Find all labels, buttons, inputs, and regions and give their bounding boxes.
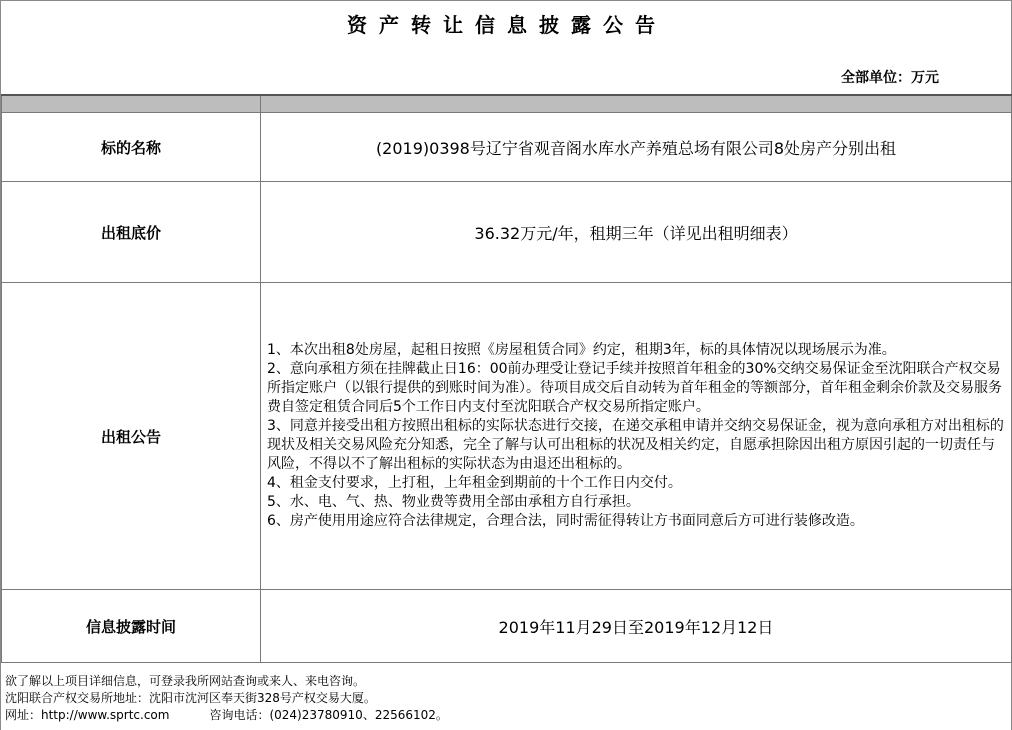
notice-item-6: 6、房产使用用途应符合法律规定，合理合法，同时需征得转让方书面同意后方可进行装修改造。 [267,513,864,529]
rent-notice-content [261,283,1012,590]
table-row-subject-name [2,113,1012,182]
info-table [1,94,1012,663]
footer-line-inquiry: 欲了解以上项目详细信息，可登录我所网站查询或来人、来电咨询。 [5,674,366,688]
footer-website-link[interactable]: 网址：http://www.sprtc.com [5,708,170,722]
header-cell-right [261,95,1012,113]
rent-price-value: 36.32万元/年，租期三年（详见出租明细表） [261,182,1012,283]
notice-item-4: 4、租金支付要求，上打租，上年租金到期前的十个工作日内交付。 [267,475,682,491]
unit-label: 全部单位：万元 [841,70,939,86]
header-cell-left [2,95,261,113]
rent-price-label: 出租底价 [2,182,261,283]
subject-name-value: (2019)0398号辽宁省观音阁水库水产养殖总场有限公司8处房产分别出租 [261,113,1012,182]
footer-line-contact [5,707,448,724]
footer-phone: 咨询电话：(024)23780910、22566102。 [209,708,448,722]
footer-line-address: 沈阳联合产权交易所地址：沈阳市沈河区奉天街328号产权交易大厦。 [5,691,376,705]
table-row-disclosure-time [2,590,1012,663]
table-header-row [2,95,1012,113]
notice-item-2: 2、意向承租方须在挂牌截止日16：00前办理受让登记手续并按照首年租金的30%交纳交易保证金至沈阳联合产权交易所指定账户（以银行提供的到账时间为准）。待项目成交后自动转为首年租金的等额部分，首年租金剩余价款及交易服务费自签定租赁合同后5个工作日内支付至沈阳联合产权交易所指定账户。 [267,361,1002,415]
notice-item-1: 1、本次出租8处房屋，起租日按照《房屋租赁合同》约定，租期3年，标的具体情况以现场展示为准。 [267,342,896,358]
notice-item-3: 3、同意并接受出租方按照出租标的实际状态进行交接，在递交承租申请并交纳交易保证金，视为意向承租方对出租标的现状及相关交易风险充分知悉，完全了解与认可出租标的状况及相关约定，自愿承担除因出租方原因引起的一切责任与风险，不得以不了解出租标的实际状态为由退还出租标的。 [267,418,1004,472]
disclosure-time-value: 2019年11月29日至2019年12月12日 [261,590,1012,663]
rent-notice-label: 出租公告 [2,283,261,590]
footer-contact [5,673,448,724]
subject-name-label: 标的名称 [2,113,261,182]
disclosure-time-label: 信息披露时间 [2,590,261,663]
table-row-rent-notice [2,283,1012,590]
page-title: 资产转让信息披露公告 [347,13,667,37]
table-row-rent-price [2,182,1012,283]
notice-item-5: 5、水、电、气、热、物业费等费用全部由承租方自行承担。 [267,494,640,510]
